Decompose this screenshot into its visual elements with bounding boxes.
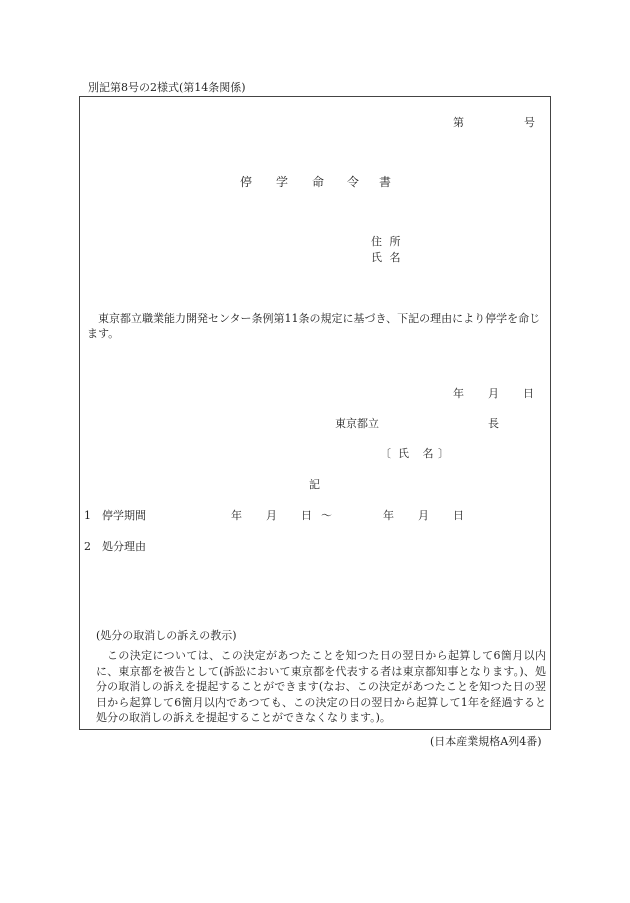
item-1-label: 停学期間 (102, 509, 146, 522)
title-char: 命 (312, 175, 325, 189)
period-from-year: 年 (231, 509, 242, 522)
title-char: 学 (276, 175, 289, 189)
date-year: 年 (453, 387, 464, 400)
period-from-month: 月 (266, 509, 277, 522)
item-1-number: 1 (84, 509, 91, 522)
period-to-month: 月 (418, 509, 429, 522)
address-label: 住 所 (371, 235, 401, 248)
name-label: 氏 名 (371, 251, 401, 264)
period-to-year: 年 (383, 509, 394, 522)
issuer-prefix: 東京都立 (335, 417, 379, 430)
period-to-day: 日 (453, 509, 464, 522)
issuer-name-open: 〔 (380, 447, 391, 460)
form-label: 別記第8号の2様式(第14条関係) (88, 81, 246, 94)
issuer-name-label: 氏 名 (398, 447, 434, 460)
period-from-day: 日 (301, 509, 312, 522)
ki-marker: 記 (309, 478, 320, 491)
notice-heading: (処分の取消しの訴えの教示) (96, 629, 237, 642)
number-suffix: 号 (524, 116, 535, 129)
paper-size-note: (日本産業規格A列4番) (430, 735, 542, 748)
order-body-text: 東京都立職業能力開発センター条例第11条の規定に基づき、下記の理由により停学を命じます。 (87, 312, 541, 340)
title-char: 停 (240, 175, 253, 189)
date-month: 月 (488, 387, 499, 400)
issuer-suffix: 長 (488, 417, 499, 430)
period-tilde: ～ (321, 509, 332, 522)
date-day: 日 (523, 387, 534, 400)
number-prefix: 第 (453, 116, 464, 129)
item-2-label: 処分理由 (102, 540, 146, 553)
notice-text: この決定については、この決定があつたことを知つた日の翌日から起算して6箇月以内に、東京都を被告として(訴訟において東京都を代表する者は東京都知事となります。)、処分の取消しの訴えを提起することができます(なお、この決定があつたことを知つた日の翌日から起算して6箇月以内であつても、この決定の日の翌日から起算して1年を経過すると処分の取消しの訴えを提起することができなくなります。)。 (96, 649, 546, 724)
item-2-number: 2 (84, 540, 91, 553)
title-char: 令 (347, 175, 360, 189)
title-char: 書 (379, 175, 392, 189)
issuer-name-close: 〕 (438, 447, 449, 460)
